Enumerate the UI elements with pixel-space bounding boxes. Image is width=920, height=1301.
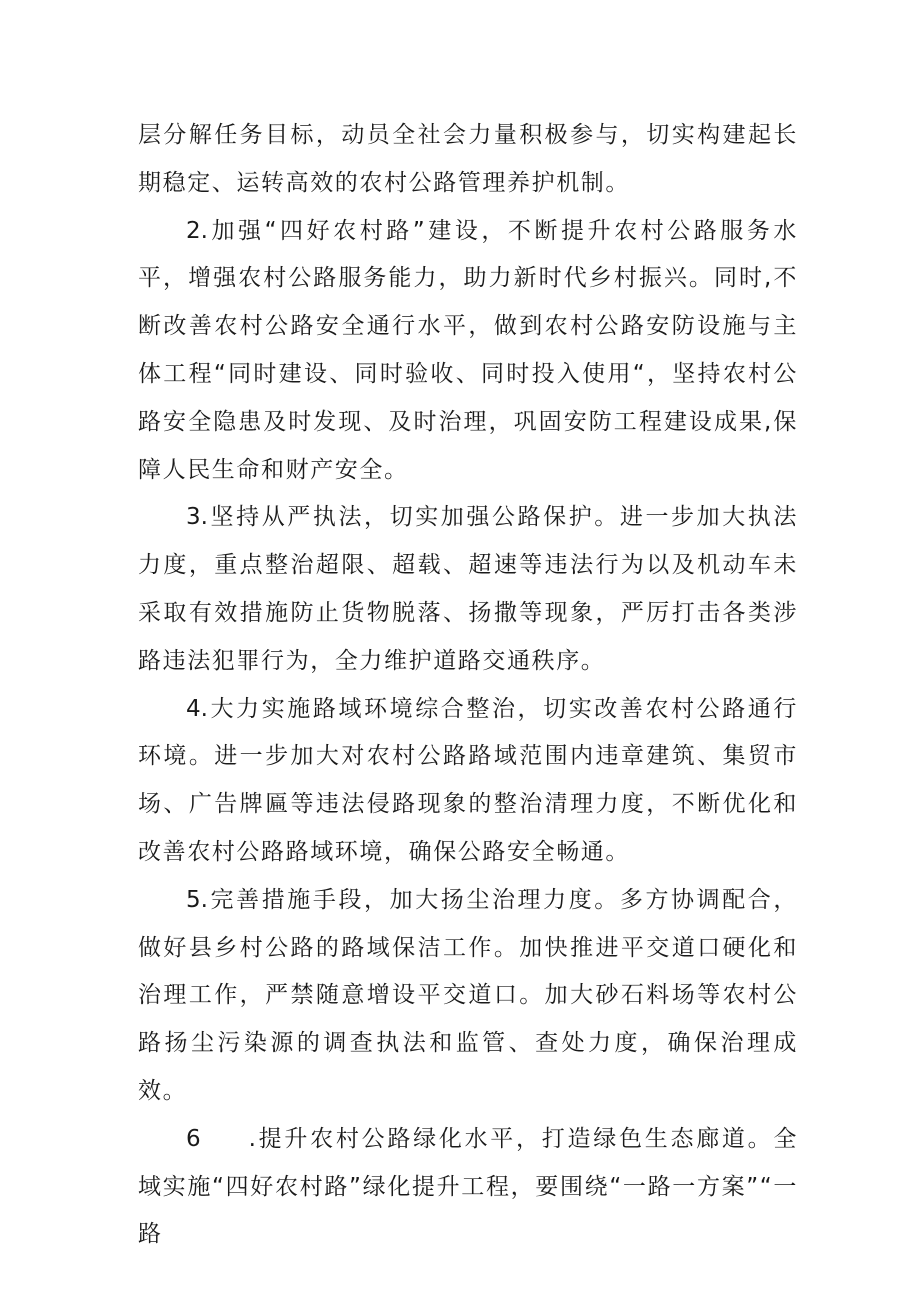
item-number: 5 (186, 886, 201, 913)
paragraph-item-6 (138, 1116, 798, 1259)
paragraph-text: .大力实施路域环境综合整治，切实改善农村公路通行环境。进一步加大对农村公路路域范围内违章建筑、集贸市场、广告牌匾等违法侵路现象的整治清理力度，不断优化和改善农村公路路域环境，确保公路安全畅通。 (138, 695, 798, 865)
item-number: 4 (186, 695, 201, 722)
item-number: 6 (186, 1125, 201, 1152)
paragraph-text: .加强“四好农村路”建设，不断提升农村公路服务水平，增强农村公路服务能力，助力新时代乡村振兴。同时,不断改善农村公路安全通行水平，做到农村公路安防设施与主体工程“同时建设、同时验收、同时投入使用“，坚持农村公路安全隐患及时发现、及时治理，巩固安防工程建设成果,保障人民生命和财产安全。 (138, 217, 798, 483)
paragraph-item-3 (138, 494, 798, 685)
paragraph-continuation (138, 112, 798, 208)
item-number: 3 (186, 504, 201, 531)
paragraph-item-5 (138, 877, 798, 1116)
paragraph-text: 层分解任务目标，动员全社会力量积极参与，切实构建起长期稳定、运转高效的农村公路管理养护机制。 (138, 122, 798, 196)
paragraph-text: .完善措施手段，加大扬尘治理力度。多方协调配合，做好县乡村公路的路域保洁工作。加快推进平交道口硬化和治理工作，严禁随意增设平交道口。加大砂石料场等农村公路扬尘污染源的调查执法和监管、查处力度，确保治理成效。 (138, 886, 798, 1104)
paragraph-text: .提升农村公路绿化水平，打造绿色生态廊道。全域实施“四好农村路”绿化提升工程，要围绕“一路一方案”“一路 (138, 1125, 798, 1248)
item-number: 2 (186, 217, 201, 244)
paragraph-text: .坚持从严执法，切实加强公路保护。进一步加大执法力度，重点整治超限、超载、超速等违法行为以及机动车未采取有效措施防止货物脱落、扬撒等现象，严厉打击各类涉路违法犯罪行为，全力维护道路交通秩序。 (138, 504, 798, 674)
paragraph-item-4 (138, 686, 798, 877)
document-body (138, 112, 798, 1259)
paragraph-item-2 (138, 208, 798, 495)
